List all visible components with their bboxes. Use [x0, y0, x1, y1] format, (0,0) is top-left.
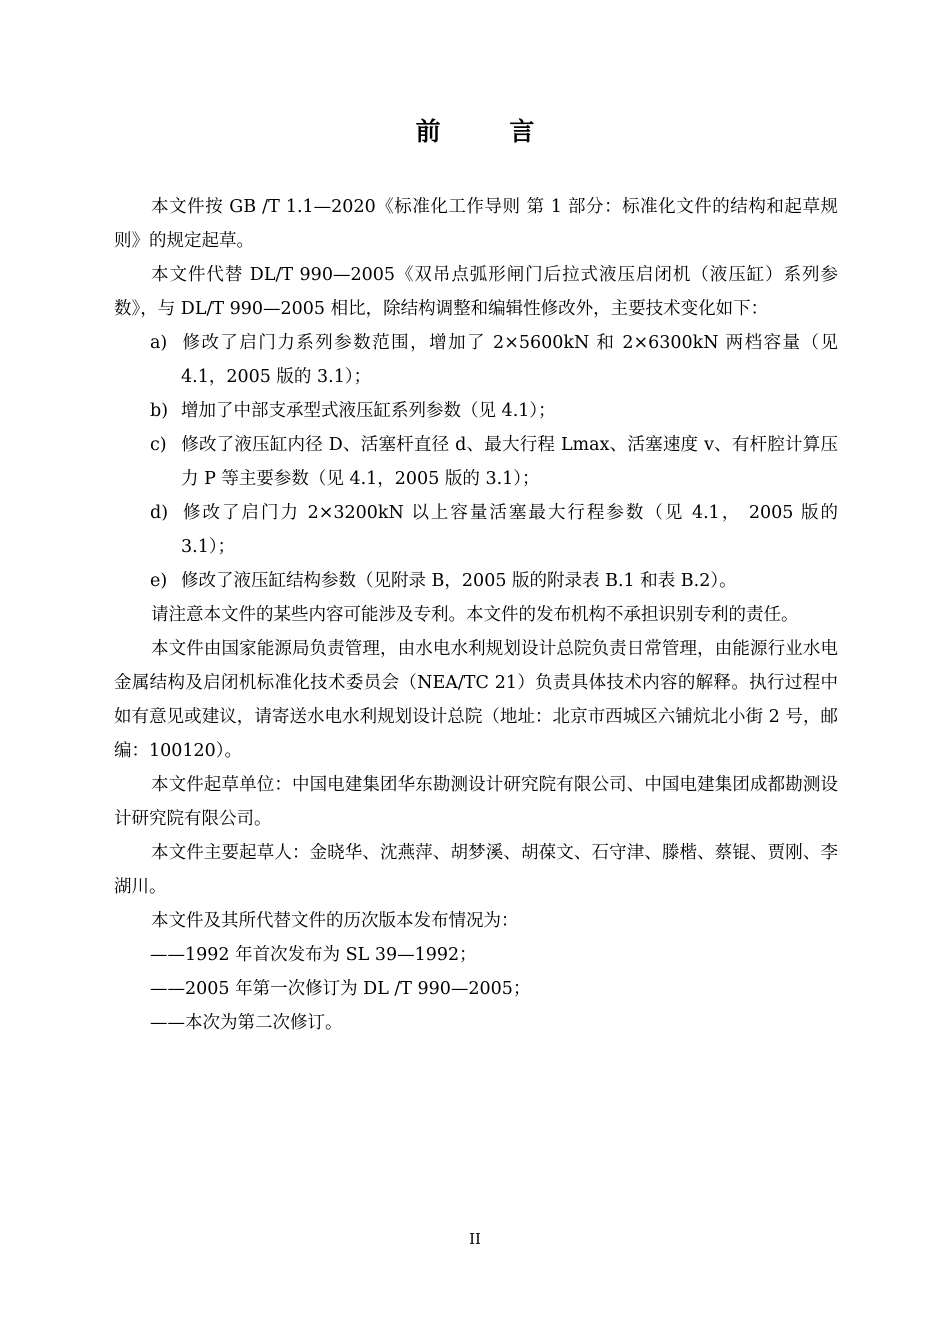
history-item: ——本次为第二次修订。 — [150, 1013, 343, 1033]
list-item — [114, 428, 838, 496]
history-item: ——2005 年第一次修订为 DL /T 990—2005； — [150, 979, 531, 999]
list-item-text: 修改了启门力 2×3200kN 以上容量活塞最大行程参数（见 4.1， 2005 版的 3.1）； — [181, 503, 838, 557]
list-item-text: 修改了启门力系列参数范围，增加了 2×5600kN 和 2×6300kN 两档容量（见 4.1，2005 版的 3.1）； — [181, 333, 838, 387]
list-item — [114, 564, 838, 598]
paragraph-replacement: 本文件代替 DL/T 990—2005《双吊点弧形闸门后拉式液压启闭机（液压缸）系列参数》，与 DL/T 990—2005 相比，除结构调整和编辑性修改外，主要技术变化如下： — [114, 265, 838, 319]
list-item-text: 修改了液压缸结构参数（见附录 B，2005 版的附录表 B.1 和表 B.2）。 — [181, 571, 737, 591]
foreword-body — [114, 190, 838, 1040]
paragraph-management: 本文件由国家能源局负责管理，由水电水利规划设计总院负责日常管理，由能源行业水电金属结构及启闭机标准化技术委员会（NEA/TC 21）负责具体技术内容的解释。执行过程中如有意见或建议，请寄送水电水利规划设计总院（地址：北京市西城区六铺炕北小街 2 号，邮编：100120）。 — [114, 639, 838, 761]
list-item-text: 修改了液压缸内径 D、活塞杆直径 d、最大行程 Lmax、活塞速度 v、有杆腔计算压力 P 等主要参数（见 4.1，2005 版的 3.1）； — [181, 435, 838, 489]
list-item — [114, 496, 838, 564]
list-item — [114, 326, 838, 394]
page-title: 前 言 — [415, 117, 565, 146]
list-item-text: 增加了中部支承型式液压缸系列参数（见 4.1）； — [181, 401, 556, 421]
paragraph-history-intro: 本文件及其所代替文件的历次版本发布情况为： — [151, 911, 519, 931]
history-item: ——1992 年首次发布为 SL 39—1992； — [150, 945, 477, 965]
list-item-label: b) — [150, 401, 169, 421]
paragraph-drafters: 本文件主要起草人：金晓华、沈燕萍、胡梦溪、胡葆文、石守津、滕楷、蔡锟、贾刚、李湖川。 — [114, 843, 838, 897]
list-item — [114, 394, 838, 428]
list-item-label: e) — [150, 571, 168, 591]
list-item-label: a) — [150, 333, 168, 353]
list-item-label: d) — [150, 503, 169, 523]
page-number: II — [469, 1230, 481, 1248]
paragraph-drafting-basis: 本文件按 GB /T 1.1—2020《标准化工作导则 第 1 部分：标准化文件的结构和起草规则》的规定起草。 — [114, 197, 838, 251]
list-item-label: c) — [150, 435, 167, 455]
paragraph-drafting-units: 本文件起草单位：中国电建集团华东勘测设计研究院有限公司、中国电建集团成都勘测设计研究院有限公司。 — [114, 775, 838, 829]
paragraph-patent-notice: 请注意本文件的某些内容可能涉及专利。本文件的发布机构不承担识别专利的责任。 — [151, 605, 799, 625]
